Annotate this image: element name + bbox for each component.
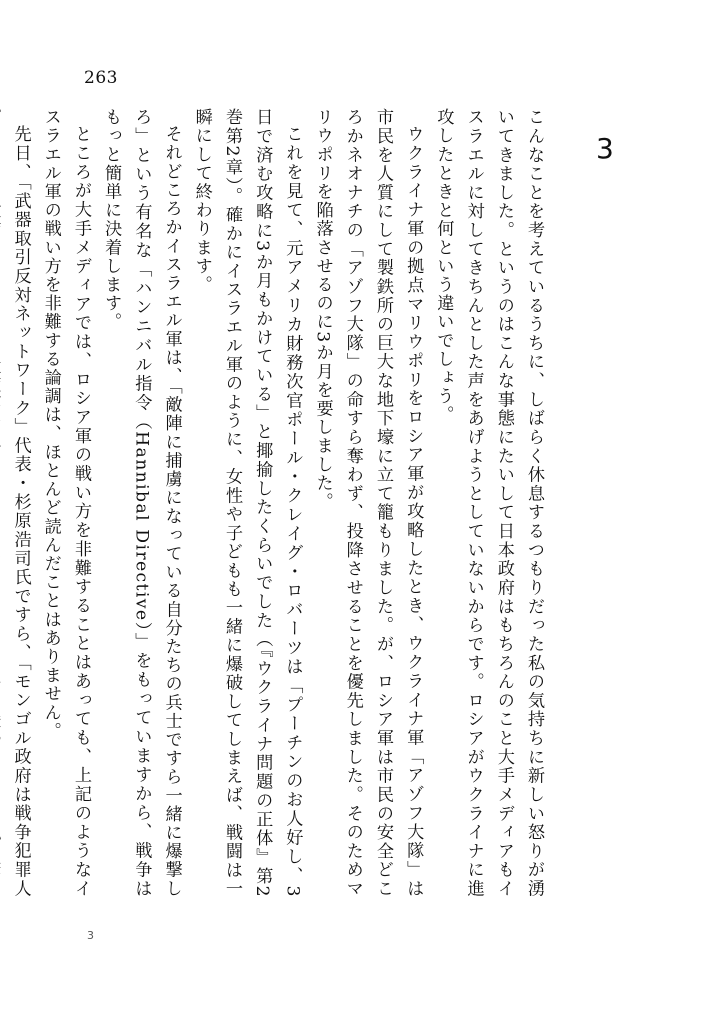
paragraph: ウクライナ軍の拠点マリウポリをロシア軍が攻略したとき、ウクライナ軍「アゾフ大隊」は市民を人質にして製鉄所の巨大な地下壕に立て籠もりました。が、ロシア軍は市民の安全どころかネオナチの「アゾフ大隊」の命すら奪わず、投降させることを優先しました。そのためマリウポリを陥落させるのに3か月を要しました。: [312, 108, 424, 898]
paragraph: ところが大手メディアでは、ロシア軍の戦い方を非難することはあっても、上記のようなイスラエル軍の戦い方を非難する論調は、ほとんど読んだことはありません。: [40, 108, 91, 898]
paragraph: それどころかイスラエル軍は、「敵陣に捕虜になっている自分たちの兵士ですら一緒に爆撃しろ」という有名な「ハンニバル指令（Hannibal Directive）」をもっていますから、戦争はもっと簡単に決着します。: [101, 108, 182, 898]
footer-mark: 3: [87, 929, 94, 942]
page-number: 263: [84, 68, 118, 88]
paragraph: 先日、「武器取引反対ネットワーク」代表・杉原浩司氏ですら、「モンゴル政府は戦争犯罪人: [10, 125, 31, 898]
paragraph: こんなことを考えているうちに、しばらく休息するつもりだった私の気持ちに新しい怒りが湧いてきました。というのはこんな事態にたいして日本政府はもちろんのこと大手メディアもイスラエルに対してきちんとした声をあげようとしていないからです。ロシアがウクライナに進攻したときと何という違いでしょう。: [433, 108, 544, 898]
paragraph: これを見て、元アメリカ財務次官ポール・クレイグ・ロバーツは「プーチンのお人好し、3日で済む攻略に3か月もかけている」と揶揄したくらいでした（『ウクライナ問題の正体』第2巻第2章）。確かにイスラエル軍のように、女性や子どもも一緒に爆破してしまえば、戦闘は一瞬にして終わります。: [191, 108, 303, 898]
body-text: [0, 108, 549, 898]
chapter-number: 3: [596, 132, 614, 165]
